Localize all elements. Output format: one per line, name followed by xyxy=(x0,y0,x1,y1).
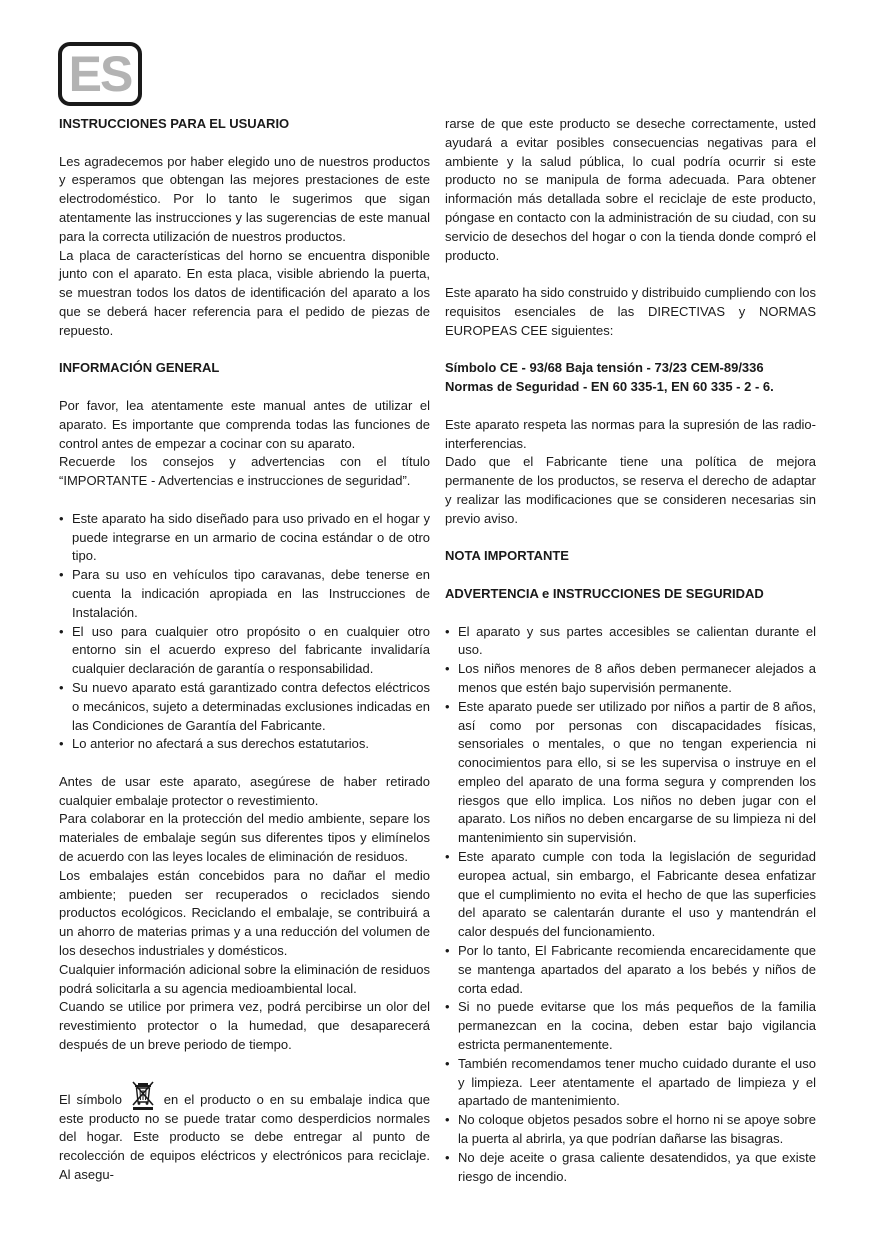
packaging-paragraph: Los embalajes están concebidos para no dañar el medio ambiente; pueden ser recuperados o reciclados siendo productos ecológicos. Reciclando el embalaje, se contribuirá a un ahorro de materias primas y a una reducción del volumen de los desechos industriales y domésticos. xyxy=(59,867,430,959)
right-column xyxy=(445,115,816,1186)
packaging-paragraph: Cuando se utilice por primera vez, podrá percibirse un olor del revestimiento protector o la humedad, que desaparecerá después de un breve periodo de tiempo. xyxy=(59,999,430,1053)
list-item: • El aparato y sus partes accesibles se calientan durante el uso. xyxy=(445,623,816,661)
directives-paragraph: Este aparato ha sido construido y distribuido cumpliendo con los requisitos esenciales de las DIRECTIVAS y NORMAS EUROPEAS CEE siguientes: xyxy=(445,285,816,338)
safety-norms-line: Normas de Seguridad - EN 60 335-1, EN 60 335 - 2 - 6. xyxy=(445,379,774,395)
list-item: • Si no puede evitarse que los más pequeños de la familia permanezcan en la cocina, deben estar bajo vigilancia estricta permanentemente. xyxy=(445,998,816,1054)
list-item: • Su nuevo aparato está garantizado contra defectos eléctricos o mecánicos, sujeto a determinadas exclusiones indicadas en las Condiciones de Garantía del Fabricante. xyxy=(59,679,430,735)
weee-paragraph xyxy=(59,1080,430,1185)
list-item: • Por lo tanto, El Fabricante recomienda encarecidamente que se mantenga apartados del aparato a los bebés y niños de corta edad. xyxy=(445,942,816,998)
list-item: • No deje aceite o grasa caliente desatendidos, ya que existe riesgo de incendio. xyxy=(445,1149,816,1187)
packaging-paragraph: Cualquier información adicional sobre la eliminación de residuos podrá solicitarla a su agencia medioambiental local. xyxy=(59,961,430,996)
list-item: • El uso para cualquier otro propósito o en cualquier otro entorno sin el acuerdo expreso del fabricante invalidaría cualquier declaración de garantía o responsabilidad. xyxy=(59,623,430,679)
general-paragraph: Por favor, lea atentamente este manual antes de utilizar el aparato. Es importante que comprenda todas las funciones de control antes de empezar a cocinar con su aparato. xyxy=(59,397,430,451)
important-note-title: NOTA IMPORTANTE xyxy=(445,548,569,564)
list-item: • Este aparato cumple con toda la legislación de seguridad europea actual, sin embargo, el Fabricante desea enfatizar que el cumplimiento no evita el hecho de que las superficies del aparato se calentarán durante el uso y mantendrán el calor después del funcionamiento. xyxy=(445,848,816,942)
intro-paragraph: La placa de características del horno se encuentra disponible junto con el aparato. En esta placa, visible abriendo la puerta, se muestran todos los datos de identificación del aparato a los que se deberá hacer referencia para el pedido de piezas de repuesto. xyxy=(59,247,430,338)
left-column xyxy=(59,115,430,1185)
interference-paragraph: Dado que el Fabricante tiene una política de mejora permanente de los productos, se reserva el derecho de adaptar y realizar las modificaciones que se consideren necesarias sin previo aviso. xyxy=(445,454,816,526)
language-badge xyxy=(58,42,142,106)
general-info-title: INFORMACIÓN GENERAL xyxy=(59,360,220,376)
interference-paragraph: Este aparato respeta las normas para la supresión de las radio-interferencias. xyxy=(445,416,816,451)
list-item: • Este aparato puede ser utilizado por niños a partir de 8 años, así como por personas con discapacidades físicas, sensoriales o mentales, o que no tengan experiencia ni conocimientos para ello, si se les supervisa o instruye en el empleo del aparato de una forma segura y comprenden los riesgos que ello implica. Los niños no deben jugar con el aparato. Los niños no deben encargarse de su limpieza ni del mantenimiento sin supervisión. xyxy=(445,698,816,848)
intro-paragraph: Les agradecemos por haber elegido uno de nuestros productos y esperamos que obtengan las mejores prestaciones de este electrodoméstico. Por lo tanto le sugerimos que sigan atentamente las instrucciones y las sugerencias de este manual para la correcta utilización de nuestros productos. xyxy=(59,153,430,244)
safety-bullet-list xyxy=(445,623,816,1187)
crossed-bin-icon xyxy=(130,1080,156,1110)
list-item: • También recomendamos tener mucho cuidado durante el uso y limpieza. Leer atentamente el apartado de limpieza y el apartado de mantenimiento. xyxy=(445,1055,816,1111)
weee-text-end: en el producto o en su embalaje indica que este producto no se puede tratar como desperdicios normales del hogar. Este producto se debe entregar al punto de recolección de equipos eléctricos y electrónicos para reciclaje. Al asegu- xyxy=(59,1091,430,1183)
ce-symbol-line: Símbolo CE - 93/68 Baja tensión - 73/23 CEM-89/336 xyxy=(445,360,764,376)
language-code: ES xyxy=(68,46,132,102)
general-bullet-list xyxy=(59,510,430,754)
packaging-paragraph: Antes de usar este aparato, asegúrese de haber retirado cualquier embalaje protector o revestimiento. xyxy=(59,773,430,808)
list-item: • Los niños menores de 8 años deben permanecer alejados a menos que estén bajo supervisión permanente. xyxy=(445,660,816,698)
user-instructions-title: INSTRUCCIONES PARA EL USUARIO xyxy=(59,116,290,131)
list-item: • No coloque objetos pesados sobre el horno ni se apoye sobre la puerta al abrirla, ya que podrían dañarse las bisagras. xyxy=(445,1111,816,1149)
safety-warning-title: ADVERTENCIA e INSTRUCCIONES DE SEGURIDAD xyxy=(445,585,764,601)
list-item: • Para su uso en vehículos tipo caravanas, debe tenerse en cuenta la indicación apropiada en las Instrucciones de Instalación. xyxy=(59,566,430,622)
list-item: • Este aparato ha sido diseñado para uso privado en el hogar y puede integrarse en un armario de cocina estándar o de otro tipo. xyxy=(59,510,430,566)
list-item: • Lo anterior no afectará a sus derechos estatutarios. xyxy=(59,735,430,754)
general-paragraph: Recuerde los consejos y advertencias con el título “IMPORTANTE - Advertencias e instrucciones de seguridad”. xyxy=(59,454,430,489)
packaging-paragraph: Para colaborar en la protección del medio ambiente, separe los materiales de embalaje según sus diferentes tipos y elimínelos de acuerdo con las leyes locales de eliminación de residuos. xyxy=(59,811,430,865)
weee-text-start: El símbolo xyxy=(59,1091,122,1107)
recycling-paragraph: rarse de que este producto se deseche correctamente, usted ayudará a evitar posibles consecuencias negativas para el ambiente y la salud pública, lo cual podría ocurrir si este producto no se manipula de forma adecuada. Para obtener información más detallada sobre el reciclaje de este producto, póngase en contacto con la administración de su ciudad, con su servicio de desechos del hogar o con la tienda donde compró el producto. xyxy=(445,116,816,263)
